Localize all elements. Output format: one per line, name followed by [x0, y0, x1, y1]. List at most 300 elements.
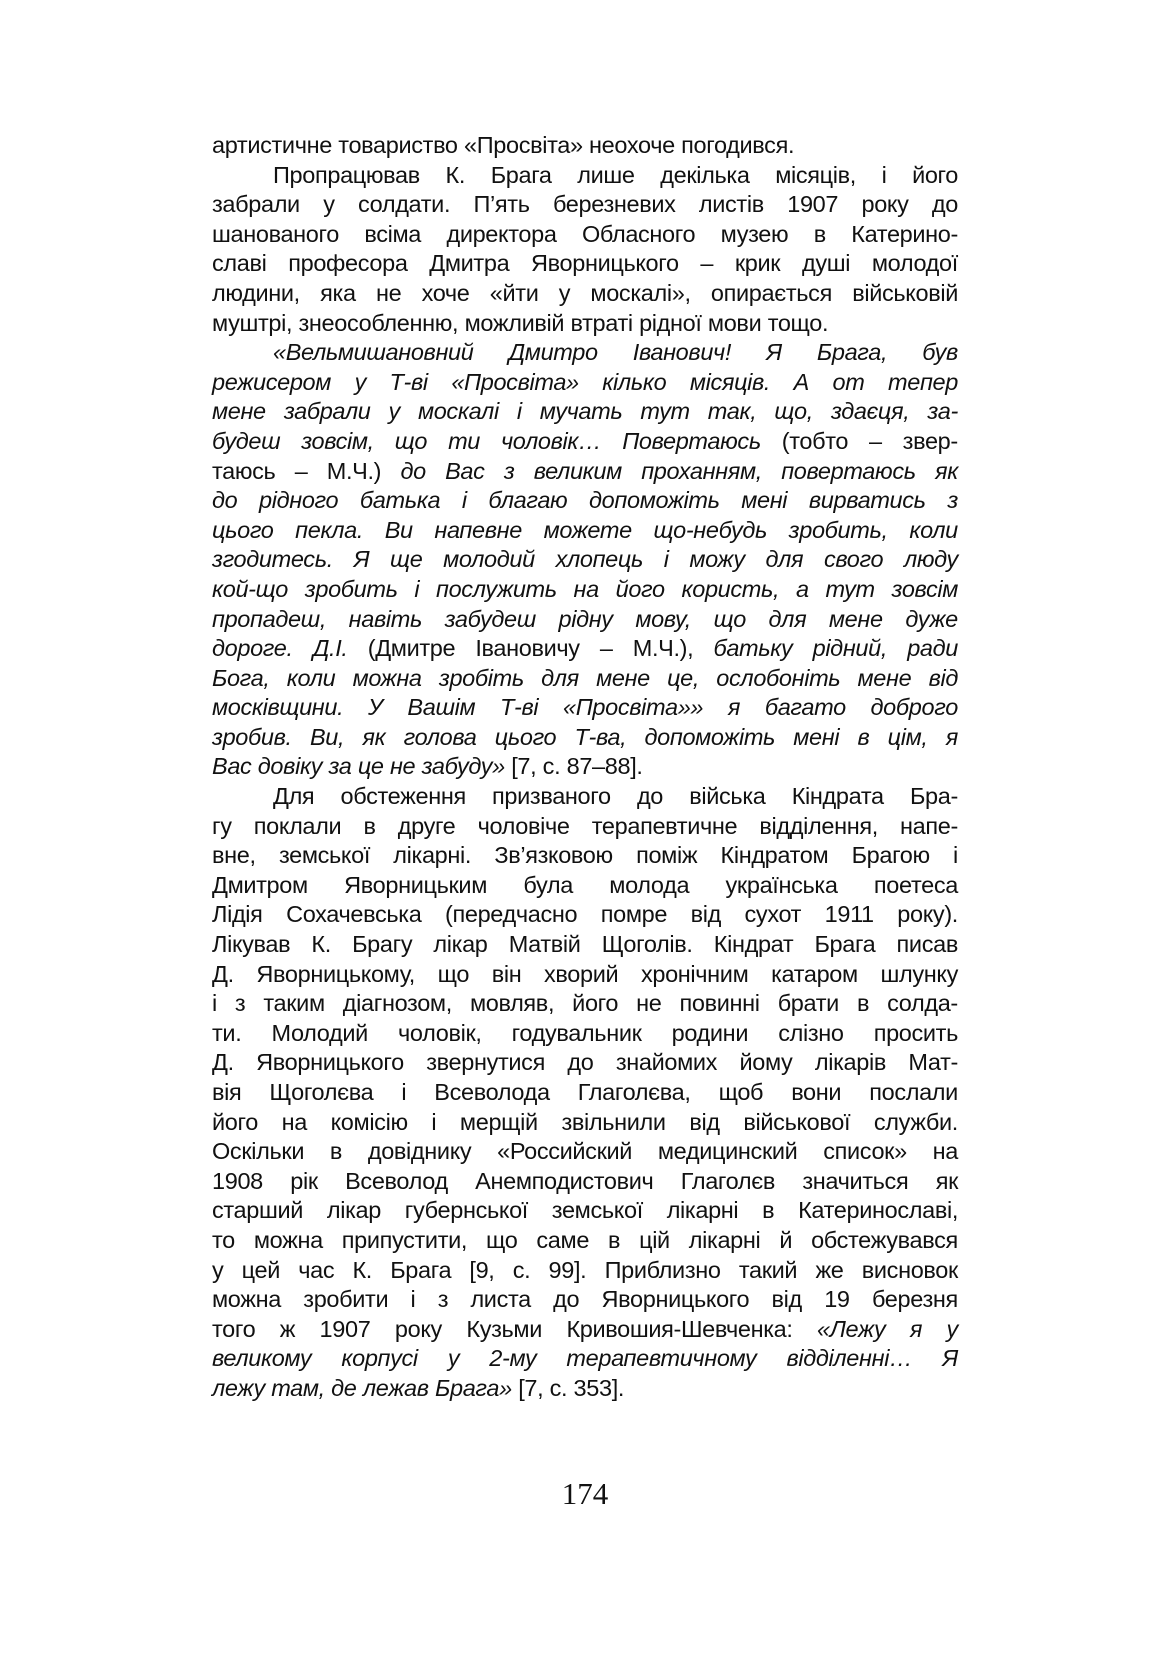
word: і — [953, 842, 958, 869]
text-line — [212, 486, 958, 516]
word: яка — [320, 279, 356, 306]
text-line — [212, 161, 958, 191]
italic-word: дороге. — [212, 635, 293, 662]
word: українська — [725, 871, 838, 898]
word: Щоголів. — [601, 931, 693, 958]
word: в — [813, 220, 826, 247]
italic-word: терапевтичному — [566, 1345, 757, 1372]
word: лікарні. — [393, 842, 472, 869]
italic-word: коли — [909, 516, 958, 543]
word: чоловіче — [477, 812, 570, 839]
word: Глаголєва, — [577, 1079, 691, 1105]
text-line — [212, 989, 958, 1019]
word: цей — [241, 1256, 280, 1283]
word: поміж — [636, 842, 698, 869]
italic-word: де — [331, 1374, 357, 1401]
text-line — [212, 279, 958, 309]
word: земської — [551, 1197, 643, 1224]
word: хоче — [421, 279, 470, 306]
italic-word: «Просвіта»» — [563, 694, 704, 721]
word: до — [567, 1049, 594, 1076]
italic-word: забудеш — [444, 605, 536, 632]
text-line — [212, 930, 958, 960]
word: діагнозом, — [342, 990, 452, 1017]
text-line — [212, 1108, 958, 1138]
word: і — [401, 1079, 407, 1105]
word: П’ять — [473, 191, 530, 218]
italic-word: на — [573, 575, 599, 602]
italic-word: за- — [927, 398, 958, 425]
italic-word: лежу — [212, 1374, 265, 1401]
word: з — [437, 1286, 449, 1313]
word: – — [294, 457, 308, 484]
word: москалі», — [590, 279, 691, 306]
word: листів — [698, 191, 764, 218]
italic-word: що — [713, 605, 746, 632]
text-line — [212, 664, 958, 694]
word: сухот — [744, 901, 802, 928]
italic-word: тут — [640, 398, 690, 425]
word: – — [700, 250, 714, 277]
word: в — [363, 812, 376, 839]
italic-word: мені — [741, 487, 788, 514]
word: Приблизно — [604, 1256, 721, 1283]
word: була — [523, 871, 573, 898]
italic-word: за — [328, 753, 352, 780]
italic-word: мову, — [635, 605, 691, 632]
text-line — [212, 575, 958, 605]
italic-word: цього — [212, 516, 274, 543]
word: його — [212, 1108, 258, 1135]
word: звер- — [902, 427, 958, 454]
word: друге — [397, 812, 456, 839]
word: [7, — [518, 1374, 544, 1401]
italic-word: місяців. — [689, 368, 771, 395]
italic-word: до — [212, 487, 238, 514]
text-line — [212, 220, 958, 250]
italic-word: ще — [390, 546, 423, 573]
word: Яворницькому, — [256, 960, 415, 987]
word: писав — [896, 931, 958, 958]
italic-word: і — [663, 546, 669, 573]
text-line — [212, 545, 958, 575]
word: березня — [871, 1286, 958, 1313]
italic-word: це — [357, 753, 384, 780]
italic-word: можу — [689, 546, 745, 573]
word: знайомих — [615, 1049, 718, 1076]
word: катаром — [771, 960, 858, 987]
word: артистичне — [212, 132, 332, 158]
italic-word: у — [447, 1345, 460, 1372]
word: висновок — [861, 1256, 958, 1283]
text-line — [212, 338, 958, 368]
italic-word: відділенні… — [786, 1345, 913, 1372]
italic-word: ти — [448, 427, 481, 454]
word: людини, — [212, 279, 300, 306]
italic-word: доброго — [870, 694, 958, 721]
word: Мат- — [908, 1049, 958, 1076]
word: такий — [738, 1256, 798, 1283]
italic-word: я — [945, 723, 958, 750]
text-line — [212, 1285, 958, 1315]
word: рідної — [639, 309, 702, 336]
word: року — [861, 191, 909, 218]
word: молода — [609, 871, 690, 898]
word: й — [779, 1226, 793, 1253]
word: Оскільки — [212, 1138, 305, 1165]
italic-word: для — [768, 605, 807, 632]
italic-word: і — [461, 487, 467, 514]
word: військової — [743, 1108, 851, 1135]
word: звільнили — [561, 1108, 666, 1135]
italic-word: рідний, — [812, 635, 888, 662]
word: декілька — [660, 161, 750, 188]
word: с. — [542, 753, 561, 780]
word: – — [599, 635, 613, 662]
italic-word: пропадеш, — [212, 605, 327, 632]
italic-word: допоможіть — [589, 487, 720, 514]
italic-word: навіть — [348, 605, 422, 632]
italic-word: молодий — [443, 546, 535, 573]
italic-word: кой-що — [212, 575, 289, 602]
italic-word: А — [793, 368, 809, 395]
word: забрали — [212, 191, 300, 218]
italic-word: його — [615, 575, 665, 602]
italic-word: багато — [764, 694, 846, 721]
word: він — [491, 960, 522, 987]
word: мови — [707, 309, 762, 336]
italic-word: зробить — [304, 575, 398, 602]
italic-word: москалі — [417, 398, 499, 425]
italic-word: цім, — [887, 723, 928, 750]
word: то — [212, 1226, 235, 1253]
text-line — [212, 516, 958, 546]
italic-word: Вас — [212, 753, 252, 780]
italic-word: мене — [857, 664, 912, 691]
word: Матвій — [508, 931, 581, 958]
italic-word: Я — [766, 339, 782, 366]
text-line — [212, 723, 958, 753]
italic-word: Я — [353, 546, 370, 573]
word: професора — [288, 250, 408, 277]
word: губернської — [404, 1197, 528, 1224]
text-line — [212, 871, 958, 901]
italic-word: ослобоніть — [716, 664, 841, 691]
word: цій — [639, 1226, 670, 1253]
italic-word: батька — [359, 487, 441, 514]
word: Дмитра — [429, 250, 510, 277]
word: у — [558, 279, 571, 306]
word: солда- — [887, 990, 958, 1017]
italic-word: голова — [403, 723, 477, 750]
word: лікарів — [814, 1049, 886, 1076]
text-line — [212, 1315, 958, 1345]
word: Лікував — [212, 931, 291, 958]
word: 1907 — [787, 191, 839, 218]
word: обстежувався — [811, 1226, 958, 1253]
word: місяців, — [775, 161, 856, 188]
italic-word: можна — [352, 664, 422, 691]
word: Лідія — [212, 901, 263, 928]
italic-word: от — [832, 368, 865, 395]
italic-word: я — [909, 1315, 923, 1342]
word: і — [431, 1108, 437, 1135]
word: служби. — [873, 1108, 958, 1135]
word: рік — [290, 1167, 318, 1194]
word: і — [212, 990, 217, 1017]
italic-word: будеш — [212, 427, 281, 454]
word: втраті — [570, 309, 633, 336]
text-line — [212, 605, 958, 635]
italic-word: Т-ва, — [574, 723, 627, 750]
word: Д. — [212, 960, 234, 987]
italic-word: ради — [907, 635, 958, 662]
word: славі — [212, 250, 267, 277]
italic-word: хлопець — [555, 546, 643, 573]
word: комісію — [330, 1108, 408, 1135]
word: чоловік, — [398, 1019, 482, 1046]
word: «Российский — [497, 1138, 633, 1165]
text-line — [212, 1167, 958, 1197]
word: (Дмитре — [367, 635, 456, 662]
italic-word: дуже — [905, 605, 958, 632]
italic-word: там, — [271, 1374, 325, 1401]
word: 87–88]. — [566, 753, 643, 780]
italic-word: москівщини. — [212, 694, 344, 721]
italic-word: що-небудь — [653, 516, 767, 543]
word: Брагою — [851, 842, 930, 869]
word: – — [869, 427, 882, 454]
word: Анемподистович — [475, 1167, 654, 1194]
italic-word: великим — [533, 457, 622, 484]
word: і — [410, 1286, 416, 1313]
word: 1911 — [824, 901, 874, 928]
word: таким — [263, 990, 325, 1017]
word: К. — [311, 931, 331, 958]
italic-word: лежав — [362, 1374, 429, 1401]
word: від — [689, 1108, 720, 1135]
italic-word: Повертаюсь — [622, 427, 761, 454]
italic-word: і — [516, 398, 522, 425]
italic-word: рідну — [558, 605, 613, 632]
word: Пропрацював — [273, 161, 420, 188]
word: Всеволода — [434, 1079, 550, 1105]
italic-word: здаєця, — [830, 398, 910, 425]
text-line — [212, 752, 958, 782]
italic-word: повертаюсь — [781, 457, 916, 484]
paragraph — [212, 782, 958, 1403]
word: солдати. — [357, 191, 451, 218]
word: Катеринославі, — [798, 1197, 958, 1224]
word: вони — [791, 1079, 842, 1105]
word: до — [931, 191, 958, 218]
text-line — [212, 131, 958, 161]
word: лише — [577, 161, 635, 188]
italic-word: проханням, — [641, 457, 762, 484]
italic-word: допоможіть — [644, 723, 776, 750]
italic-word: зовсім — [891, 575, 958, 602]
italic-word: що — [394, 427, 428, 454]
word: його — [912, 161, 958, 188]
word: обстеження — [340, 783, 466, 810]
word: шанованого — [212, 220, 339, 247]
word: музею — [720, 220, 789, 247]
word: довіднику — [367, 1138, 472, 1165]
word: погодився. — [681, 132, 795, 158]
paragraph — [212, 161, 958, 339]
word: до — [553, 1286, 580, 1313]
italic-word: Іванович! — [632, 339, 732, 366]
word: мерщій — [459, 1108, 538, 1135]
italic-word: кілько — [602, 368, 667, 395]
text-line — [212, 457, 958, 487]
word: Д. — [212, 1049, 234, 1076]
word: хворий — [544, 960, 619, 987]
body-text — [212, 131, 958, 1404]
word: опирається — [710, 279, 832, 306]
word: просить — [873, 1019, 958, 1046]
text-line — [212, 397, 958, 427]
word: не — [636, 990, 662, 1017]
word: року). — [897, 901, 958, 928]
word: лікарні — [666, 1197, 739, 1224]
italic-word: благаю — [488, 487, 568, 514]
italic-word: я — [727, 694, 741, 721]
italic-word: з — [947, 487, 958, 514]
word: [9, — [469, 1256, 495, 1283]
italic-word: тепер — [888, 368, 958, 395]
word: можна — [253, 1226, 323, 1253]
word: що — [437, 960, 470, 987]
word: терапевтичне — [591, 812, 738, 839]
word: лікарні — [688, 1226, 761, 1253]
paragraph — [212, 131, 958, 161]
word: в — [762, 1197, 775, 1224]
word: його — [572, 990, 619, 1017]
text-line — [212, 1344, 958, 1374]
italic-word: як — [935, 457, 958, 484]
word: Яворницького — [256, 1049, 404, 1076]
word: слізно — [778, 1019, 844, 1046]
italic-word: Д.І. — [312, 635, 348, 662]
word: муштрі, — [212, 309, 293, 336]
word: послали — [869, 1079, 958, 1105]
italic-word: послужить — [436, 575, 557, 602]
word: призваного — [492, 783, 611, 810]
italic-word: Вас — [445, 457, 485, 484]
word: товариство — [338, 132, 458, 158]
word: 353]. — [573, 1374, 625, 1401]
italic-word: був — [922, 339, 958, 366]
word: родини — [671, 1019, 749, 1046]
word: (передчасно — [445, 901, 578, 928]
word: [7, — [511, 753, 537, 780]
text-line — [212, 960, 958, 990]
word: можливій — [464, 309, 565, 336]
text-line — [212, 190, 958, 220]
italic-word: чоловік… — [500, 427, 602, 454]
italic-word: мене — [596, 664, 650, 691]
word: М.Ч.), — [632, 635, 694, 662]
word: з — [234, 990, 246, 1017]
word: молодої — [871, 250, 958, 277]
italic-word: до — [400, 457, 426, 484]
word: Всеволод — [345, 1167, 448, 1194]
word: помре — [600, 901, 668, 928]
italic-word: батьку — [713, 635, 793, 662]
text-line — [212, 841, 958, 871]
italic-word: люду — [903, 546, 958, 573]
word: ти. — [212, 1019, 242, 1046]
word: 19 — [824, 1286, 850, 1313]
italic-word: корпусі — [341, 1345, 418, 1372]
italic-word: Ви, — [309, 723, 345, 750]
word: Бра- — [909, 783, 958, 810]
word: на — [932, 1138, 958, 1165]
text-line — [212, 1226, 958, 1256]
italic-word: 2-му — [489, 1345, 537, 1372]
word: Яворницького — [531, 250, 679, 277]
word: року — [394, 1315, 442, 1342]
italic-word: згодитесь. — [212, 546, 333, 573]
word: 1907 — [319, 1315, 371, 1342]
word: медицинский — [657, 1138, 798, 1165]
text-line — [212, 693, 958, 723]
text-line — [212, 427, 958, 457]
word: Кіндратом — [720, 842, 829, 869]
word: Сохачевська — [286, 901, 422, 928]
italic-word: від — [928, 664, 958, 691]
word: К. — [445, 161, 466, 188]
text-line — [212, 634, 958, 664]
word: до — [636, 783, 664, 810]
text-line — [212, 1256, 958, 1286]
word: не — [375, 279, 402, 306]
italic-word: цього — [494, 723, 557, 750]
word: старший — [212, 1197, 304, 1224]
word: час — [298, 1256, 335, 1283]
text-line — [212, 900, 958, 930]
word: Кіндрат — [713, 931, 794, 958]
word: Катерино- — [851, 220, 958, 247]
word: Дмитром — [212, 871, 308, 898]
word: «йти — [489, 279, 539, 306]
word: поетеса — [873, 871, 958, 898]
word: (тобто — [781, 427, 849, 454]
italic-word: Т-ві — [499, 694, 539, 721]
word: Молодий — [271, 1019, 368, 1046]
word: с. — [512, 1256, 531, 1283]
word: в — [856, 990, 870, 1017]
word: лікар — [433, 931, 488, 958]
italic-word: великому — [212, 1345, 312, 1372]
word: Івановичу — [475, 635, 580, 662]
word: гу — [212, 812, 232, 839]
italic-word: довіку — [257, 753, 323, 780]
word: значиться — [802, 1167, 909, 1194]
italic-word: у — [946, 1315, 958, 1342]
italic-word: забрали — [283, 398, 371, 425]
word: хронічним — [640, 960, 749, 987]
italic-word: мене — [828, 605, 883, 632]
italic-word: свого — [824, 546, 884, 573]
word: березневих — [552, 191, 676, 218]
italic-word: Я — [942, 1345, 958, 1372]
italic-word: Дмитро — [508, 339, 598, 366]
word: йому — [739, 1049, 793, 1076]
word: щоб — [718, 1079, 764, 1105]
text-line — [212, 309, 958, 339]
